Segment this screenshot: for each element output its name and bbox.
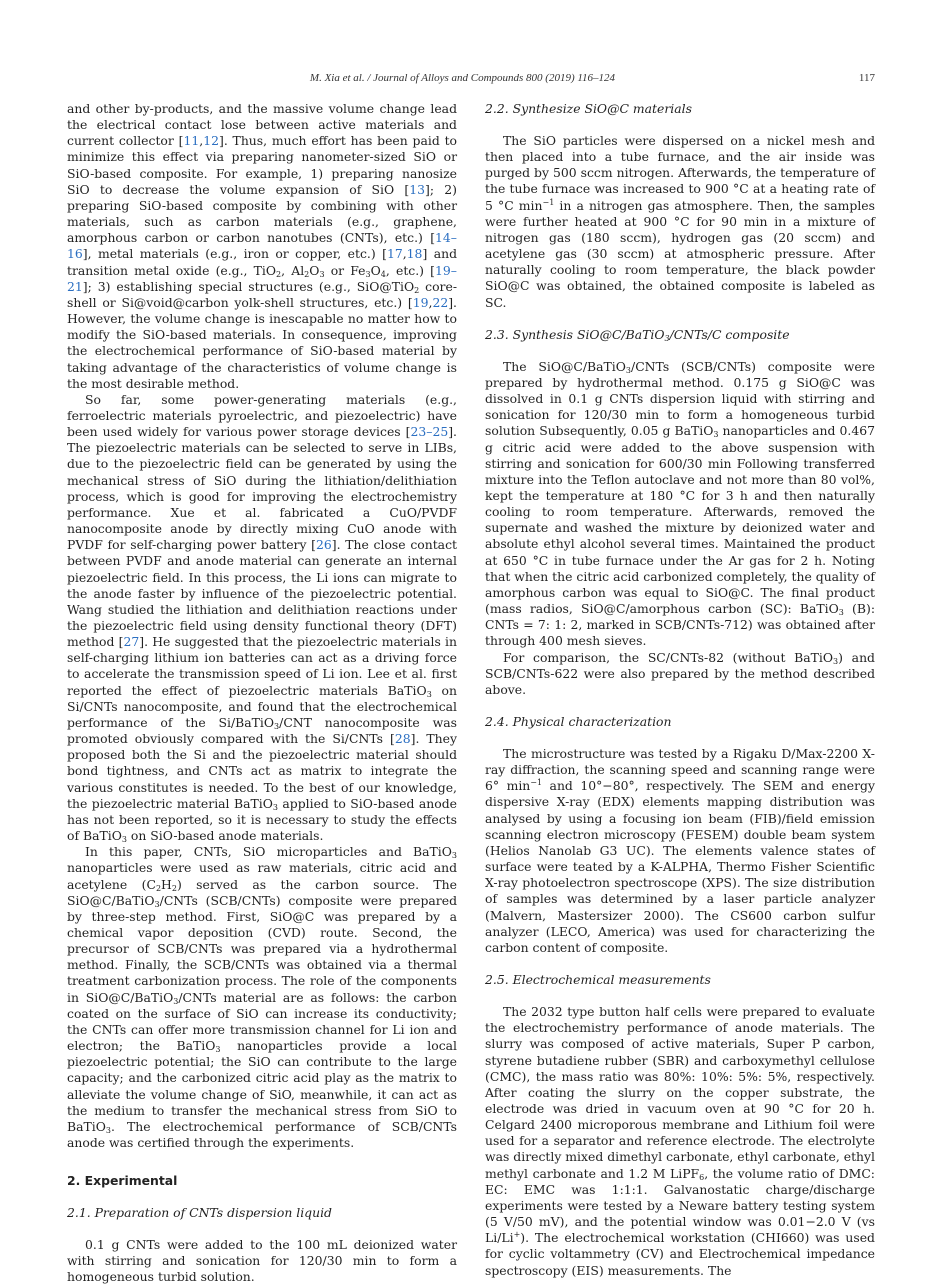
subsection-heading-2-4: 2.4. Physical characterization <box>485 714 672 729</box>
citation-link[interactable]: 18 <box>406 246 423 262</box>
citation-link[interactable]: 22 <box>432 294 449 310</box>
citation-link[interactable]: 23–25 <box>410 424 449 440</box>
subsection-heading-2-3: 2.3. Synthesis SiO@C/BaTiO$_3$/CNTs/C composite <box>485 326 790 343</box>
subsection-heading-2-1: 2.1. Preparation of CNTs dispersion liquid <box>67 1205 332 1221</box>
paragraph-2-2: The SiO particles were dispersed on a nickel mesh and then placed into a tube furnace, and the air inside was purged by 500 sccm nitrogen. Afterwards, the temperature of the tube furnace was increased to 900 °C at a heating rate of 5 °C $\min^{-1}$ in a nitrogen gas atmosphere. Then, the samples were further heated at 900 °C for 90 min in a mixture of nitrogen gas (180 sccm), hydrogen gas (20 sccm) and acetylene gas (30 sccm) at atmospheric pressure. After naturally cooling to room temperature, the black powder SiO@C was obtained, the obtained composite is labeled as SC. <box>485 133 875 310</box>
citation-link[interactable]: 12 <box>203 133 219 149</box>
citation-link[interactable]: 28 <box>394 731 411 747</box>
paragraph-2-3b: For comparison, the SC/CNTs-82 (without BaTiO$_3$) and SCB/CNTs-622 were also prepared by the method described above. <box>485 649 875 697</box>
citation-link[interactable]: 14–16 <box>67 230 457 262</box>
citation-link[interactable]: 11 <box>183 133 200 149</box>
citation-link[interactable]: 17 <box>386 246 403 262</box>
paragraph-2-1: 0.1 g CNTs were added to the 100 mL deionized water with stirring and sonication for 120/30 min to form a homogeneous turbid solution. <box>67 1237 457 1285</box>
citation-link[interactable]: 26 <box>316 537 332 553</box>
page-number: 117 <box>858 72 875 84</box>
subsection-heading-2-5: 2.5. Electrochemical measurements <box>485 972 711 988</box>
right-column <box>485 101 875 1279</box>
paragraph-2-3a: The SiO@C/BaTiO$_3$/CNTs (SCB/CNTs) composite were prepared by hydrothermal method. 0.175 g SiO@C was dissolved in 0.1 g CNTs dispersion liquid with stirring and sonication for 120/30 min to form a homogeneous turbid solution Subsequently, 0.05 g BaTiO$_3$ nanoparticles and 0.467 g citric acid were added to the above suspension with stirring and sonication for 600/30 min Following transferred mixture into the Teflon autoclave and not more than 80 vol%, kept the temperature at 180 °C for 3 h and then naturally cooling to room temperature. Afterwards, removed the supernate and washed the mixture by deionized water and absolute ethyl alcohol several times. Maintained the product at 650 °C in tube furnace under the Ar gas for 2 h. Noting that when the citric acid carbonized completely, the quality of amorphous carbon was equal to SiO@C. The final product (mass radios, SiO@C/amorphous carbon (SC): BaTiO$_3$ (B): CNTs = 7: 1: 2, marked in SCB/CNTs-712) was obtained after through 400 mesh sieves. <box>485 358 875 649</box>
intro-paragraph-3: In this paper, CNTs, SiO microparticles and BaTiO$_3$ nanoparticles were used as raw materials, citric acid and acetylene $(C_2H_2)$ served as the carbon source. The SiO@C/BaTiO$_3$/CNTs (SCB/CNTs) composite were prepared by three-step method. First, SiO@C was prepared by a chemical vapor deposition (CVD) route. Second, the precursor of SCB/CNTs was prepared via a hydrothermal method. Finally, the SCB/CNTs was obtained via a thermal treatment carbonization process. The role of the components in SiO@C/BaTiO$_3$/CNTs material are as follows: the carbon coated on the surface of SiO can increase its conductivity; the CNTs can offer more transmission channel for Li ion and electron; the BaTiO$_3$ nanoparticles provide a local piezoelectric potential; the SiO can contribute to the large capacity; and the carbonized citric acid play as the matrix to alleviate the volume change of SiO, meanwhile, it can act as the medium to transfer the mechanical stress from SiO to BaTiO$_3$. The electrochemical performance of SCB/CNTs anode was certified through the experiments. <box>67 844 458 1150</box>
paragraph-2-5: The 2032 type button half cells were prepared to evaluate the electrochemistry performance of anode materials. The slurry was composed of active materials, Super P carbon, styrene butadiene rubber (SBR) and carboxymethyl cellulose (CMC), the mass ratio was 80%: 10%: 5%: 5%, respectively. After coating the slurry on the copper substrate, the electrode was dried in vacuum oven at 90 °C for 20 h. Celgard 2400 microporous membrane and Lithium foil were used for a separator and reference electrode. The electrolyte was directly mixed dimethyl carbonate, ethyl carbonate, ethyl methyl carbonate and 1.2 M LiPF$_6$, the volume ratio of DMC: EC: EMC was 1:1:1. Galvanostatic charge/discharge experiments were tested by a Neware battery testing system (5 V/50 mV), and the potential window was 0.01−2.0 V (vs Li/Li+). The electrochemical workstation (CHI660) was used for cyclic voltammetry (CV) and Electrochemical impedance spectroscopy (EIS) measurements. The <box>485 1004 875 1278</box>
running-header <box>0 72 925 88</box>
left-column <box>67 101 457 1286</box>
intro-paragraph-1: and other by-products, and the massive volume change lead the electrical contact lose between active materials and current collector [11,12]. Thus, much effort has been paid to minimize this effect via preparing nanometer-sized SiO or SiO-based composite. For example, 1) preparing nanosize SiO to decrease the volume expansion of SiO [13]; 2) preparing SiO-based composite by combining with other materials, such as carbon materials (e.g., graphene, amorphous carbon or carbon nanotubes (CNTs), etc.) [14–16], metal materials (e.g., iron or copper, etc.) [17,18] and transition metal oxide (e.g., TiO$_2$, $Al_2O_3$ or $Fe_3O_4$, etc.) [19–21]; 3) establishing special structures (e.g., SiO@TiO$_2$ core-shell or Si@void@carbon yolk-shell structures, etc.) [19,22]. However, the volume change is inescapable no matter how to modify the SiO-based materials. In consequence, improving the electrochemical performance of SiO-based material by taking advantage of the characteristics of volume change is the most desirable method. <box>67 101 458 391</box>
subsection-heading-2-2: 2.2. Synthesize SiO@C materials <box>485 101 692 116</box>
citation-link[interactable]: 19 <box>412 294 429 310</box>
section-heading-experimental: 2. Experimental <box>67 1173 178 1189</box>
citation-link[interactable]: 19–21 <box>67 262 457 294</box>
citation-link[interactable]: 13 <box>409 181 426 197</box>
journal-citation: M. Xia et al. / Journal of Alloys and Compounds 800 (2019) 116–124 <box>309 72 616 84</box>
intro-paragraph-2: So far, some power-generating materials (e.g., ferroelectric materials pyroelectric, and piezoelectric) have been used widely for various power storage devices [23–25]. The piezoelectric materials can be selected to serve in LIBs, due to the piezoelectric field can be generated by using the mechanical stress of SiO during the lithiation/delithiation process, which is good for improving the electrochemistry performance. Xue et al. fabricated a CuO/PVDF nanocomposite anode by directly mixing CuO anode with PVDF for self-charging power battery [26]. The close contact between PVDF and anode material can generate an internal piezoelectric field. In this process, the Li ions can migrate to the anode faster by influence of the piezoelectric potential. Wang studied the lithiation and delithiation reactions under the piezoelectric field using density functional theory (DFT) method [27]. He suggested that the piezoelectric materials in self-charging lithium ion batteries can act as a driving force to accelerate the transmission speed of Li ion. Lee et al. first reported the effect of piezoelectric materials BaTiO$_3$ on Si/CNTs nanocomposite, and found that the electrochemical performance of the Si/BaTiO$_3$/CNT nanocomposite was promoted obviously compared with the Si/CNTs [28]. They proposed both the Si and the piezoelectric material should bond tightness, and CNTs act as matrix to integrate the various constitutes is needed. To the best of our knowledge, the piezoelectric material BaTiO$_3$ applied to SiO-based anode has not been reported, so it is necessary to study the effects of BaTiO$_3$ on SiO-based anode materials. <box>67 391 457 845</box>
paragraph-2-4: The microstructure was tested by a Rigaku D/Max-2200 X-ray diffraction, the scanning speed and scanning range were 6° $\min^{-1}$ and 10°−80°, respectively. The SEM and energy dispersive X-ray (EDX) elements mapping distribution was analysed by using a focusing ion beam (FIB)/field emission scanning electron microscopy (FESEM) double beam system (Helios Nanolab G3 UC). The elements valence states of surface were teated by a K-ALPHA, Thermo Fisher Scientific X-ray photoelectron spectroscope (XPS). The size distribution of samples was determined by a laser particle analyzer (Malvern, Mastersizer 2000). The CS600 carbon sulfur analyzer (LECO, America) was used for characterizing the carbon content of composite. <box>485 746 875 955</box>
citation-link[interactable]: 27 <box>123 634 140 650</box>
